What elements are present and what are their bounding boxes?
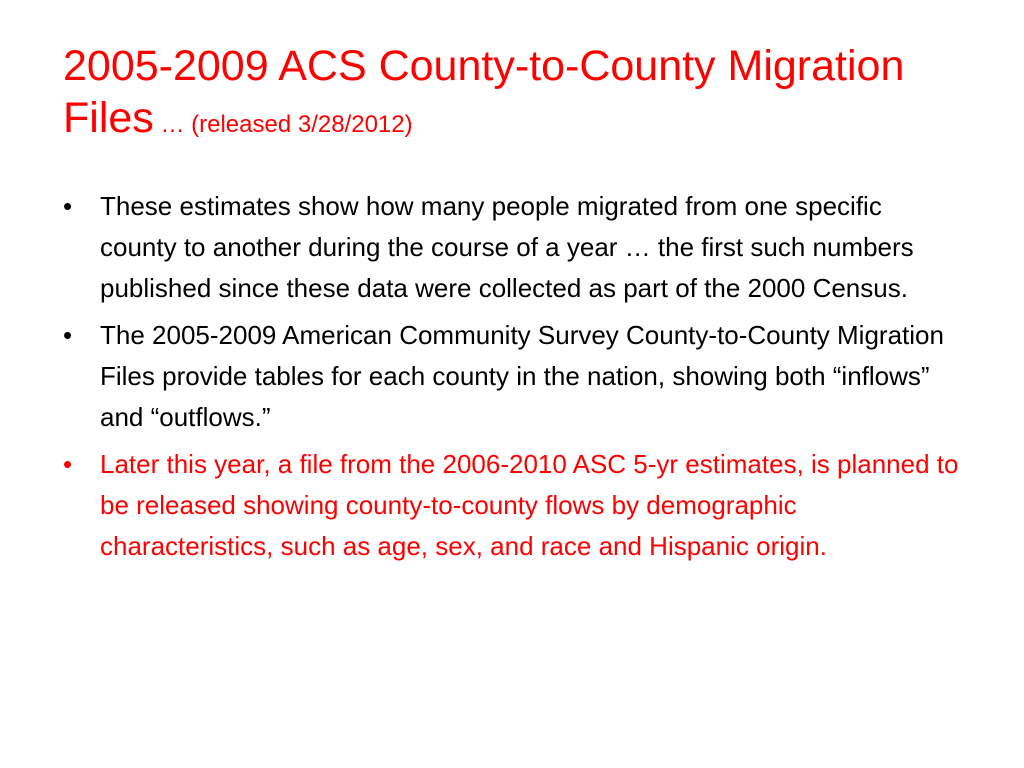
bullet-item-migration-files (63, 315, 963, 438)
bullet-text: These estimates show how many people migrated from one specific county to another during the course of a year … the first such numbers published since these data were collected as part of the 2000 Census. (100, 191, 914, 303)
slide-title (63, 40, 963, 151)
slide-title-main: 2005-2009 ACS County-to-County Migration Files (63, 42, 905, 142)
bullet-item-estimates (63, 186, 963, 309)
bullet-dot-icon: • (63, 320, 73, 350)
bullet-item-planned-release (63, 444, 963, 567)
bullet-text: The 2005-2009 American Community Survey County-to-County Migration Files provide tables for each county in the nation, showing both “inflows” and “outflows.” (100, 320, 944, 432)
bullet-dot-icon: • (63, 191, 73, 221)
bullet-text: Later this year, a file from the 2006-2010 ASC 5-yr estimates, is planned to be released showing county-to-county flows by demographic characteristics, such as age, sex, and race and Hispanic origin. (100, 449, 959, 561)
bullet-list (63, 186, 963, 573)
bullet-dot-icon: • (63, 449, 73, 479)
slide-title-release-note: … (released 3/28/2012) (153, 111, 413, 138)
